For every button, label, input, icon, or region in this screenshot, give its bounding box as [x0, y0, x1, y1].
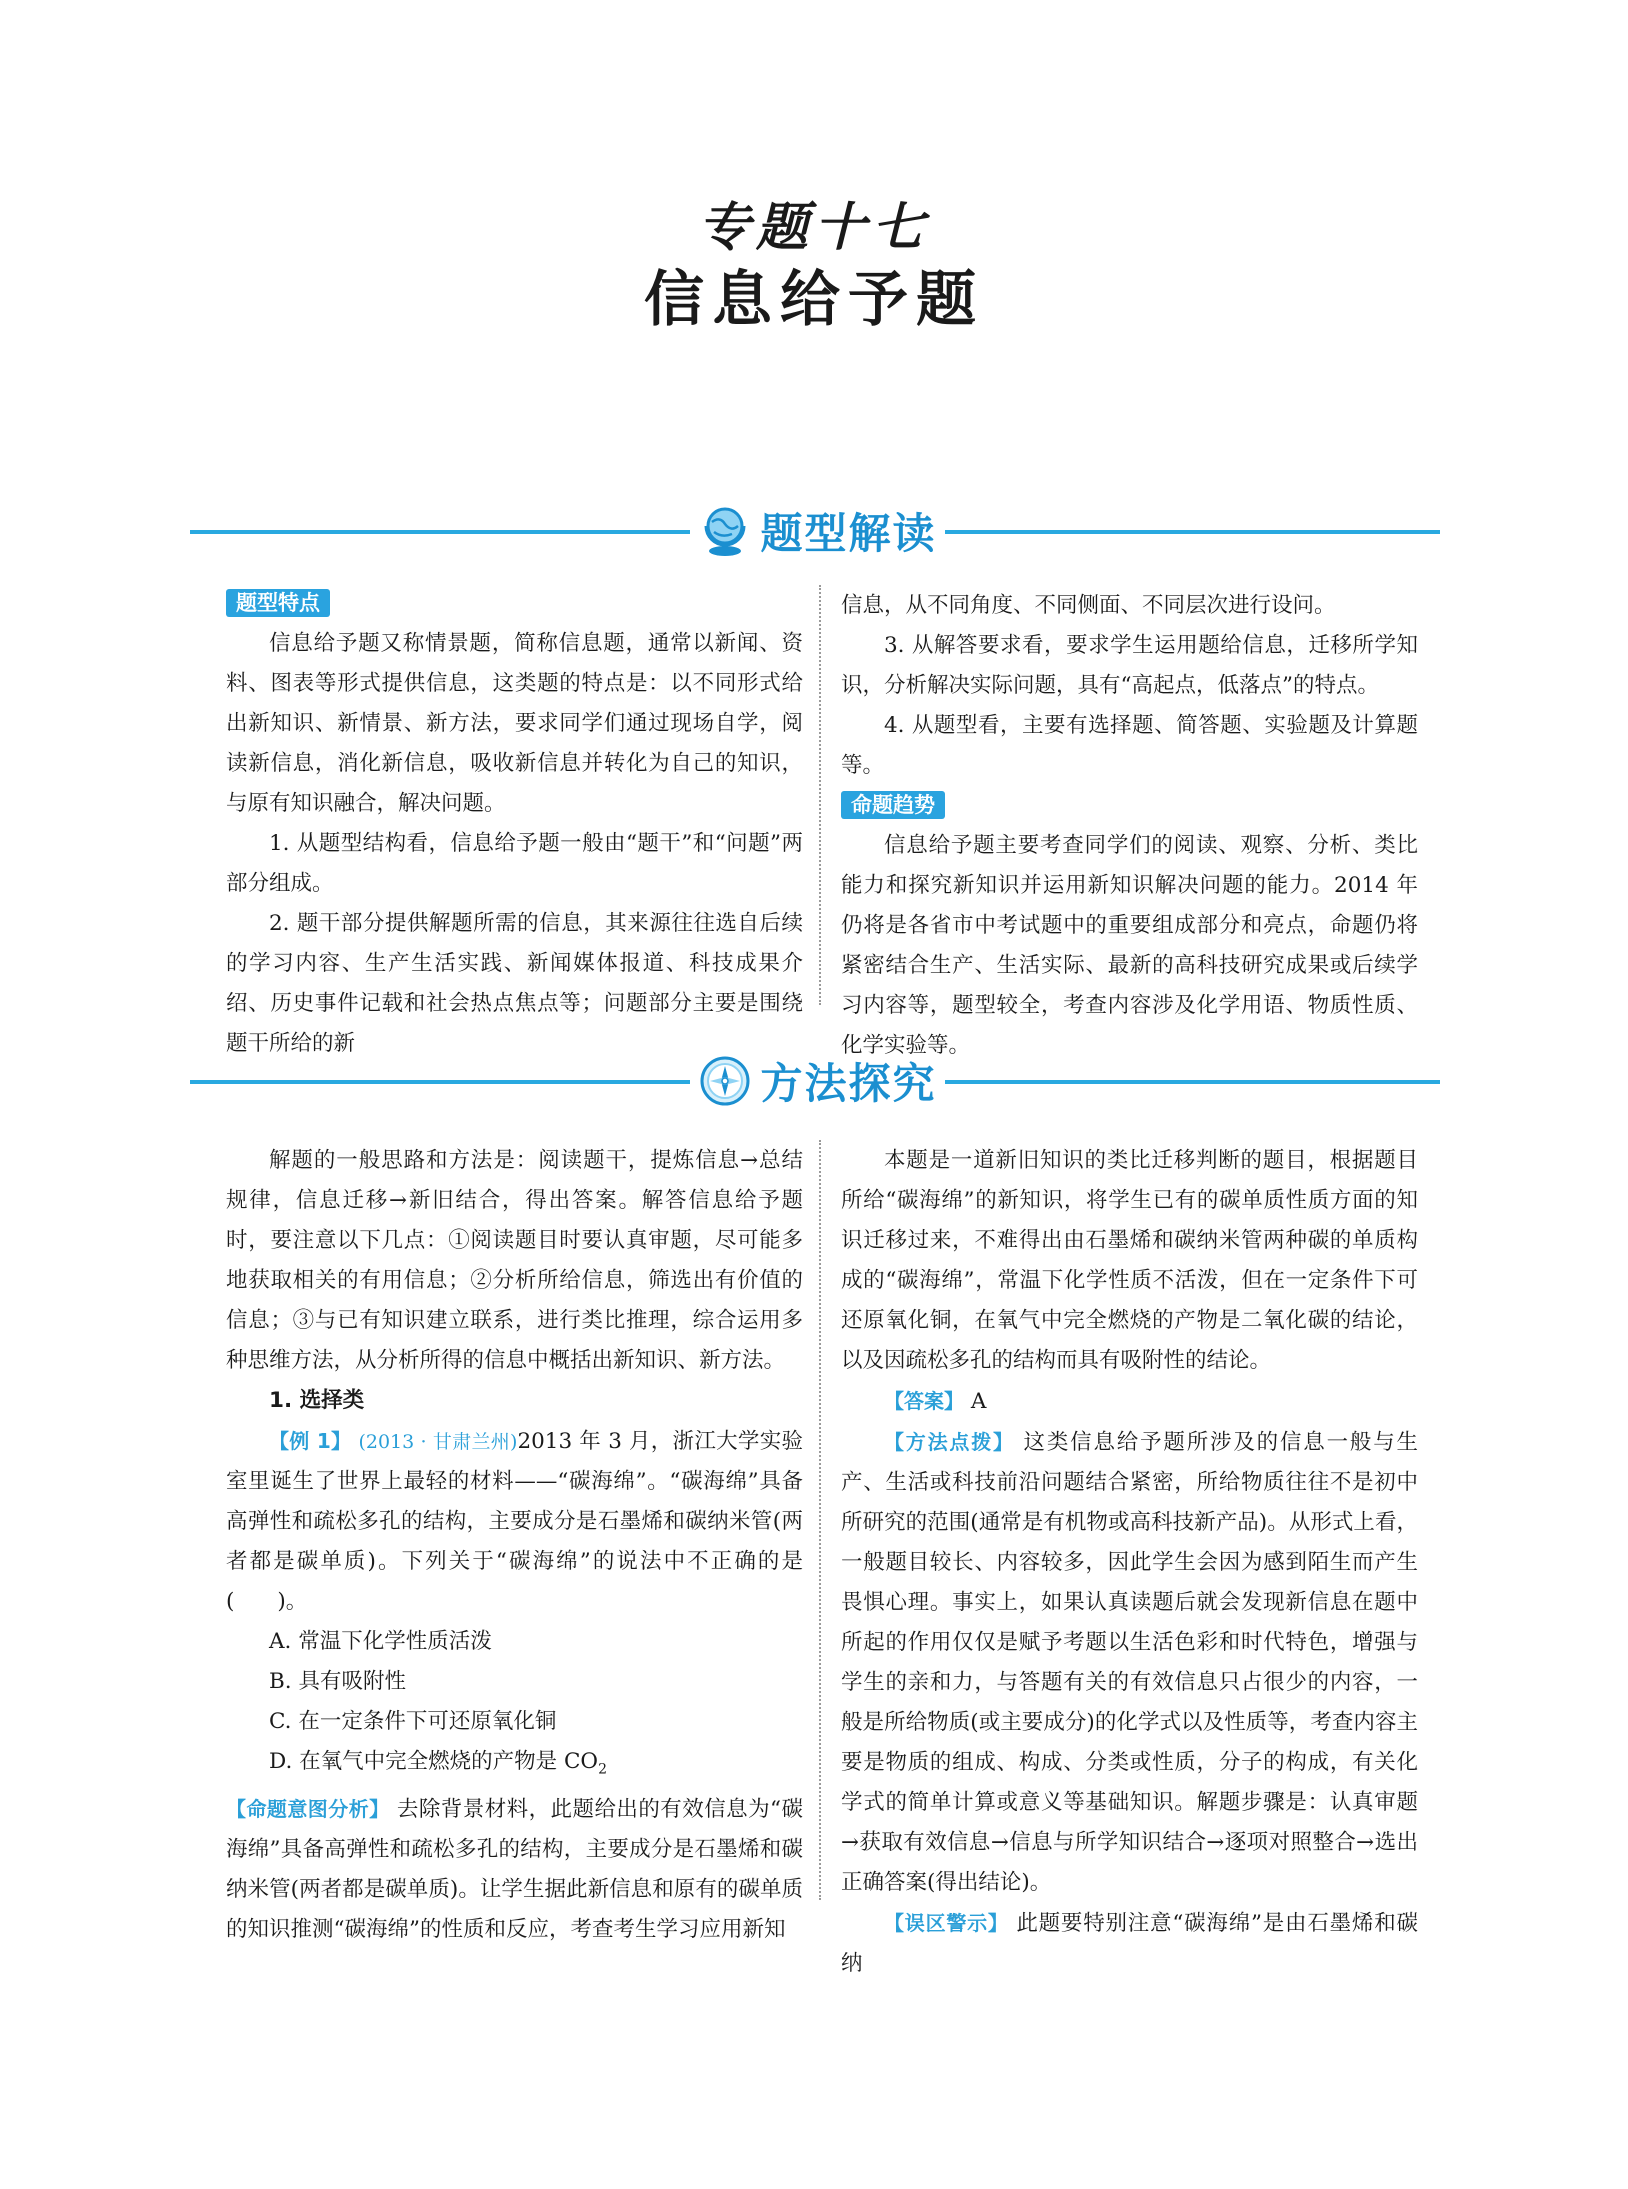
globe-icon — [698, 504, 752, 558]
option-a: A. 常温下化学性质活泼 — [269, 1629, 492, 1654]
warning-label: 【误区警示】 — [884, 1911, 1009, 1935]
section2-right-column — [841, 1141, 1418, 1984]
chapter-name: 信息给予题 — [644, 265, 984, 335]
method-text: 这类信息给予题所涉及的信息一般与生产、生活或科技前沿问题结合紧密，所给物质往往不是初中所研究的范围(通常是有机物或高科技新产品)。从形式上看，一般题目较长、内容较多，因此学生会因为感到陌生而产生畏惧心理。事实上，如果认真读题后就会发现新信息在题中所起的作用仅仅是赋予考题以生活色彩和时代特色，增强与学生的亲和力，与答题有关的有效信息只占很少的内容，一般是所给物质(或主要成分)的化学式以及性质等，考查内容主要是物质的组成、构成、分类或性质，分子的构成，有关化学式的简单计算或意义等基础知识。解题步骤是：认真审题→获取有效信息→信息与所学知识结合→逐项对照整合→选出正确答案(得出结论)。 — [841, 1430, 1419, 1895]
warning-text: 此题要特别注意“碳海绵”是由石墨烯和碳纳 — [841, 1911, 1418, 1976]
paragraph: 信息给予题主要考查同学们的阅读、观察、分析、类比能力和探究新知识并运用新知识解决问题的能力。2014 年仍将是各省市中考试题中的重要组成部分和亮点，命题仍将紧密结合生产、生活实际、最新的高科技研究成果或后续学习内容等，题型较全，考查内容涉及化学用语、物质性质、化学实验等。 — [841, 833, 1418, 1058]
divider-line — [945, 530, 1440, 534]
method-label: 【方法点拨】 — [884, 1430, 1015, 1454]
section2-left-column — [226, 1141, 803, 1950]
answer-value: A — [970, 1389, 987, 1414]
analysis — [226, 1789, 803, 1950]
answer-label: 【答案】 — [884, 1389, 964, 1413]
paragraph: 4. 从题型看，主要有选择题、简答题、实验题及计算题等。 — [841, 713, 1418, 778]
option-c: C. 在一定条件下可还原氧化铜 — [269, 1709, 557, 1734]
analysis-label: 【命题意图分析】 — [226, 1797, 390, 1822]
section1-left-column — [226, 584, 803, 1064]
analysis-text: 去除背景材料，此题给出的有效信息为“碳海绵”具备高弹性和疏松多孔的结构，主要成分是石墨烯和碳纳米管(两者都是碳单质)。让学生据此新信息和原有的碳单质的知识推测“碳海绵”的性质和反应，考查考生学习应用新知 — [226, 1797, 804, 1943]
example-source: (2013 · 甘肃兰州) — [358, 1431, 518, 1453]
tag-trend: 命题趋势 — [841, 791, 945, 819]
tag-type-features: 题型特点 — [226, 589, 330, 617]
section-title: 方法探究 — [760, 1059, 937, 1108]
method-tip — [841, 1422, 1418, 1903]
section-header-type-interpretation — [190, 496, 1440, 566]
paragraph: 解题的一般思路和方法是：阅读题干，提炼信息→总结规律，信息迁移→新旧结合，得出答案。解答信息给予题时，要注意以下几点：①阅读题目时要认真审题，尽可能多地获取相关的有用信息；②分析所给信息，筛选出有价值的信息；③与已有知识建立联系，进行类比推理，综合运用多种思维方法，从分析所得的信息中概括出新知识、新方法。 — [226, 1148, 803, 1373]
section1-right-column — [841, 586, 1418, 1066]
warning — [841, 1903, 1418, 1984]
example-1 — [226, 1421, 803, 1622]
paragraph: 2. 题干部分提供解题所需的信息，其来源往往选自后续的学习内容、生产生活实践、新闻媒体报道、科技成果介绍、历史事件记载和社会热点焦点等；问题部分主要是围绕题干所给的新 — [226, 911, 803, 1056]
section-title: 题型解读 — [760, 509, 937, 558]
divider-line — [945, 1080, 1440, 1084]
paragraph: 3. 从解答要求看，要求学生运用题给信息，迁移所学知识，分析解决实际问题，具有“高起点，低落点”的特点。 — [841, 633, 1418, 698]
column-divider — [819, 585, 821, 1005]
paragraph: 信息，从不同角度、不同侧面、不同层次进行设问。 — [841, 593, 1336, 618]
example-text: 2013 年 3 月，浙江大学实验室里诞生了世界上最轻的材料——“碳海绵”。“碳海绵”具备高弹性和疏松多孔的结构，主要成分是石墨烯和碳纳米管(两者都是碳单质)。下列关于“碳海绵”的说法中不正确的是( )。 — [226, 1429, 803, 1614]
subheading: 1. 选择类 — [269, 1388, 365, 1413]
option-b: B. 具有吸附性 — [269, 1669, 406, 1694]
compass-icon — [698, 1054, 752, 1108]
column-divider — [819, 1140, 821, 1900]
chapter-title — [0, 196, 1628, 338]
paragraph: 本题是一道新旧知识的类比迁移判断的题目，根据题目所给“碳海绵”的新知识，将学生已有的碳单质性质方面的知识迁移过来，不难得出由石墨烯和碳纳米管两种碳的单质构成的“碳海绵”，常温下化学性质不活泼，但在一定条件下可还原氧化铜，在氧气中完全燃烧的产物是二氧化碳的结论，以及因疏松多孔的结构而具有吸附性的结论。 — [841, 1148, 1418, 1373]
paragraph: 信息给予题又称情景题，简称信息题，通常以新闻、资料、图表等形式提供信息，这类题的特点是：以不同形式给出新知识、新情景、新方法，要求同学们通过现场自学，阅读新信息，消化新信息，吸收新信息并转化为自己的知识，与原有知识融合，解决问题。 — [226, 631, 803, 816]
answer — [841, 1381, 1418, 1422]
paragraph: 1. 从题型结构看，信息给予题一般由“题干”和“问题”两部分组成。 — [226, 831, 803, 896]
divider-line — [190, 530, 690, 534]
section-header-method-exploration — [190, 1046, 1440, 1116]
divider-line — [190, 1080, 690, 1084]
chapter-number: 专题十七 — [697, 198, 930, 258]
example-label: 【例 1】 — [269, 1429, 352, 1453]
option-d: D. 在氧气中完全燃烧的产物是 $CO_2$ — [269, 1749, 607, 1778]
